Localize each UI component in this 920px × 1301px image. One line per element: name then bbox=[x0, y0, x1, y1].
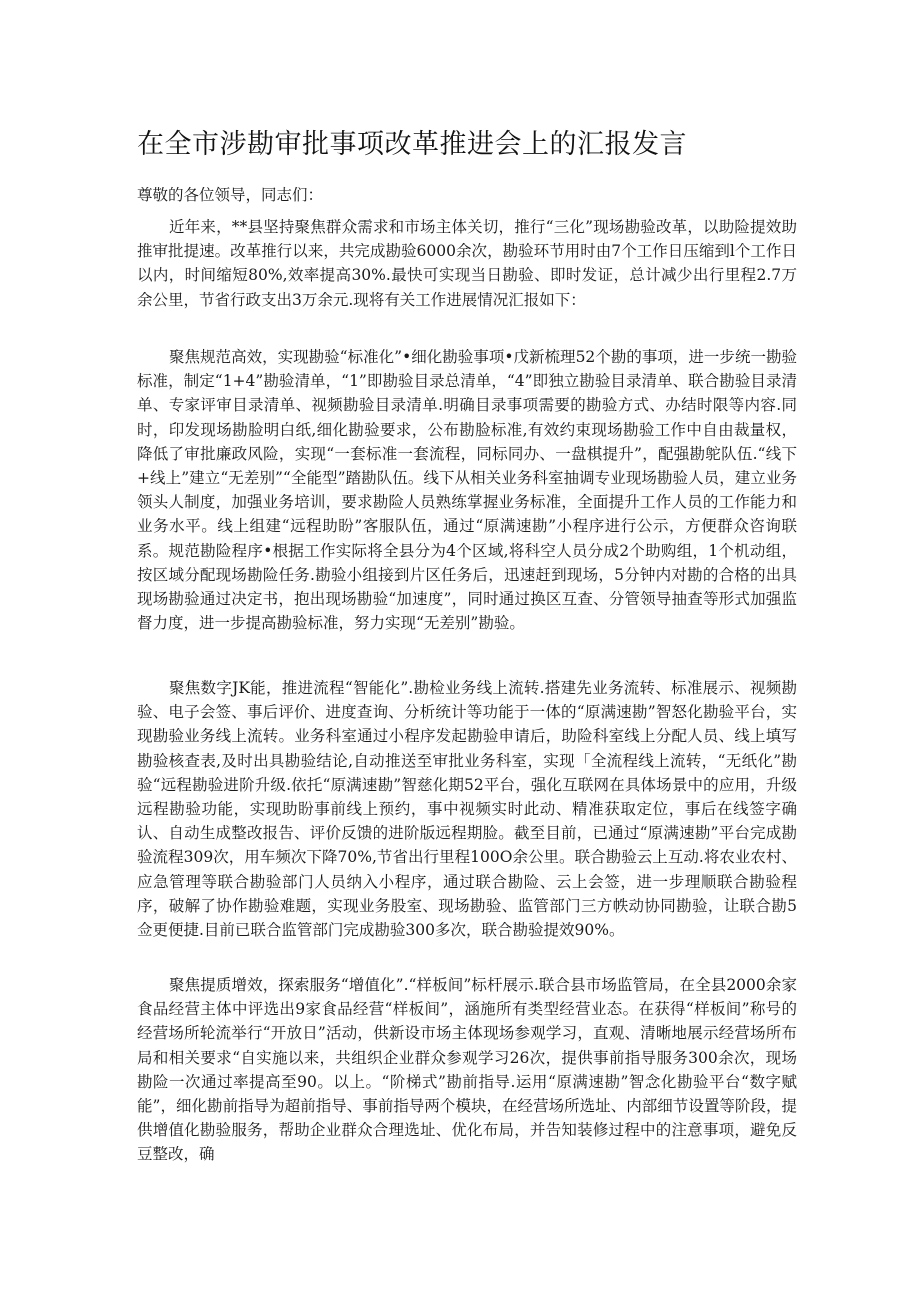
paragraph-standardization: 聚焦规范高效，实现勘验“标准化”•细化勘验事项•戊新梳理52个勘的事项，进一步统一勘验标准，制定“1+4”勘验清单，“1”即勘验目录总清单，“4”即独立勘验目录清单、联合勘验目录清单、专家评审目录清单、视频勘验目录清单.明确目录事项需要的勘验方式、办结时限等内容.同时，印发现场勘脸明白纸,细化勘验要求，公布勘脸标准,有效约束现场勘验工作中自由裁量权，降低了审批廉政风险，实现“一套标准一套流程，同标同办、一盘棋提升”，配强勘鸵队伍.“线下+线上”建立“无差别”“全能型”踏勘队伍。线下从相关业务科室抽调专业现场勘验人员，建立业务领头人制度，加强业务培训，要求勘险人员熟练掌握业务标准，全面提升工作人员的工作能力和业务水平。线上组建“远程助盼”客服队伍，通过“原满速勘”小程序进行公示，方便群众咨询联系。规范勘险程序•根据工作实际将全县分为4个区域,将科空人员分成2个助购组，1个机动组，按区域分配现场勘险任务.勘验小组接到片区任务后，迅速赶到现场，5分钟内对勘的合格的出具现场勘验通过决定书，抱出现场勘验“加速度”，同时通过换区互查、分管领导抽查等形式加强监督力度，进一步提高勘验标准，努力实现“无差别”勘验。 bbox=[137, 348, 797, 633]
paragraph-intro: 近年来，**县坚持聚焦群众需求和市场主体关切，推行“三化”现场勘验改革，以助险提效助推审批提速。改革推行以来，共完成勘验6000余次，勘验环节用时由7个工作日压缩到l个工作日以内，时间缩短80%,效率提高30%.最快可实现当日勘验、即时发证，总计减少出行里程2.7万余公里，节省行政支出3万余元.现将有关工作进展情况汇报如下： bbox=[137, 218, 797, 309]
paragraph-value-added-service: 聚焦提质增效，探索服务“增值化”.“样板间”标杆展示.联合县市场监管局，在全县2000余家食品经营主体中评选出9家食品经营“样板间”，涵施所有类型经营业态。在获得“样板间”称号的经营场所轮流举行“开放日”活动，供新设市场主体现场参观学习，直观、清晰地展示经营场所布局和相关要求“自实施以来，共组织企业群众参观学习26次，提供事前指导服务300余次，现场勘险一次通过率提高至90。以上。“阶梯式”勘前指导.运用“原满速勘”智念化勘验平台“数字赋能”，细化勘前指导为超前指导、事前指导两个模块，在经营场所选址、内部细节设置等阶段，提供增值化勘验服务，帮助企业群众合理选址、优化布局，并告知装修过程中的注意事项，避免反豆整改，确 bbox=[137, 976, 797, 1164]
paragraph-digitalization: 聚焦数字JK能，推进流程“智能化”.勘检业务线上流转.搭建先业务流转、标准展示、视频勘验、电子会签、事后评价、进度查询、分析统计等功能于一体的“原满速勘”智怒化勘验平台，实现勘验业务线上流转。业务科室通过小程序发起勘验申请后，助险科室线上分配人员、线上填写勘验核查表,及时出具勘验结论,自动推送至审批业务科室，实现「全流程线上流转，“无纸化”勘验“远程勘验进阶升级.依托“原满速勘”智慈化期52平台，强化互联网在具体场景中的应用，升级远程勘验功能，实现助盼事前线上预约，事中视频实时此动、精准获取定位，事后在线签字确认、自动生成整改报告、评价反馈的进阶版远程期脸。截至目前，已通过“原满速勘”平台完成勘验流程309次，用车频次下降70%,节省出行里程100O余公里。联合勘验云上互动.将农业农村、应急管理等联合勘验部门人员纳入小程序，通过联合勘险、云上会签，进一步理顺联合勘验程序，破解了协作勘验难题，实现业务股室、现场勘验、监管部门三方帙动协同勘验，让联合勘5佥更便捷.目前已联合监管部门完成勘验300多次，联合勘验提效90%。 bbox=[137, 679, 797, 940]
document-title: 在全市涉勘审批事项改革推进会上的汇报发言 bbox=[137, 129, 687, 160]
salutation: 尊敬的各位领导，同志们： bbox=[137, 186, 324, 204]
